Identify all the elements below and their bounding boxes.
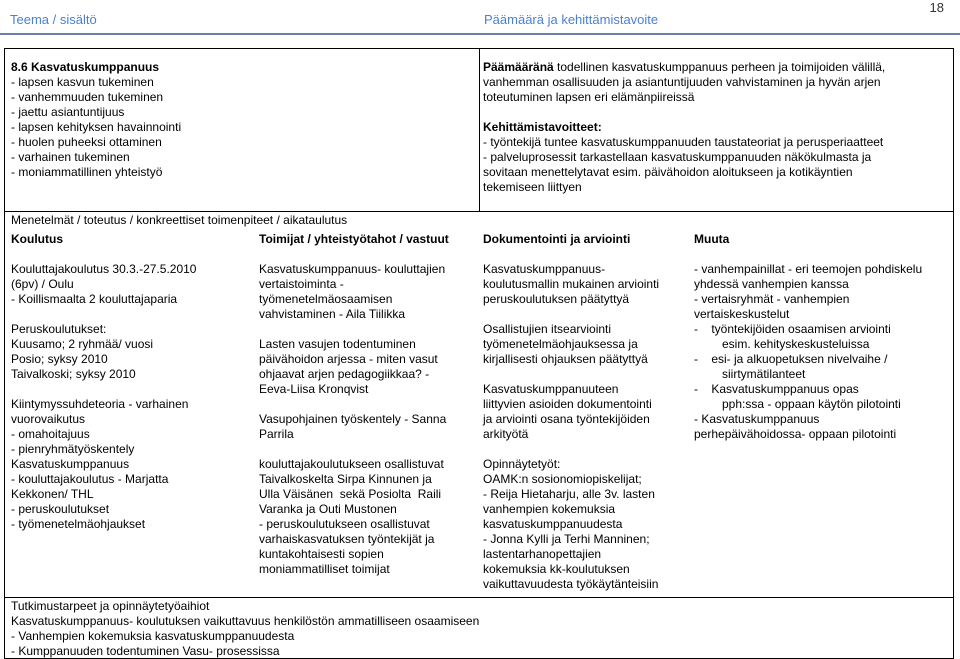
actors-line: Lasten vasujen todentuminen xyxy=(259,337,416,351)
research-title: Tutkimustarpeet ja opinnäytetyöaihiot xyxy=(11,599,210,613)
documentation-line: kirjallisesti ohjauksen päätyttyä xyxy=(483,352,648,366)
documentation-line: vanhempien kokemuksia xyxy=(483,502,616,516)
other-line: perhepäivähoidossa- oppaan pilotointi xyxy=(694,427,897,441)
training-line: - peruskoulutukset xyxy=(11,502,110,516)
goal-text: toteutuminen lapsen eri elämänpiireissä xyxy=(483,90,695,104)
theme-item: - moniammatillinen yhteistyö xyxy=(11,165,163,179)
documentation-line: Osallistujien itsearviointi xyxy=(483,322,612,336)
training-line: - pienryhmätyöskentely xyxy=(11,442,135,456)
theme-item: - lapsen kasvun tukeminen xyxy=(11,75,154,89)
actors-line: Vasupohjainen työskentely - Sanna xyxy=(259,412,447,426)
other-line: esim. kehityskeskusteluissa xyxy=(722,337,870,351)
documentation-column xyxy=(483,262,693,592)
top-navigation-bar xyxy=(0,0,960,36)
other-line: - esi- ja alkuopetuksen nivelvaihe / xyxy=(694,352,888,366)
training-line: - työmenetelmäohjaukset xyxy=(11,517,146,531)
training-line: Kuusamo; 2 ryhmää/ vuosi xyxy=(11,337,154,351)
training-line: Taivalkoski; syksy 2010 xyxy=(11,367,136,381)
dev-goals-label: Kehittämistavoitteet: xyxy=(483,120,602,134)
documentation-line: työmenetelmäohjauksessa ja xyxy=(483,337,638,351)
other-line: - Kasvatuskumppanuus xyxy=(694,412,820,426)
col-header-training: Koulutus xyxy=(11,232,63,246)
training-line: - kouluttajakoulutus - Marjatta xyxy=(11,472,169,486)
training-line: - omahoitajuus xyxy=(11,427,90,441)
theme-item: - jaettu asiantuntijuus xyxy=(11,105,125,119)
goal-text: vanhemman osallisuuden ja asiantuntijuuden vahvistaminen ja hyvän arjen xyxy=(483,75,881,89)
goal-text: todellinen kasvatuskumppanuus perheen ja toimijoiden välillä, xyxy=(553,60,886,74)
divider-top-vertical xyxy=(479,49,480,211)
training-line: Kiintymyssuhdeteoria - varhainen xyxy=(11,397,189,411)
actors-line: ohjaavat arjen pedagogiikkaa? - xyxy=(259,367,430,381)
actors-line: moniammatilliset toimijat xyxy=(259,562,390,576)
documentation-line: koulutusmallin mukainen arviointi xyxy=(483,277,660,291)
actors-line: Taivalkoskelta Sirpa Kinnunen ja xyxy=(259,472,432,486)
training-line: Kasvatuskumppanuus xyxy=(11,457,130,471)
research-item: - Vanhempien kokemuksia kasvatuskumppanuudesta xyxy=(11,629,295,643)
training-line: (6pv) / Oulu xyxy=(11,277,74,291)
theme-cell xyxy=(11,60,471,180)
actors-line: Parrila xyxy=(259,427,294,441)
documentation-line: Kasvatuskumppanuus- xyxy=(483,262,606,276)
research-item: - Kumppanuuden todentuminen Vasu- prosessissa xyxy=(11,644,280,658)
divider-top-horizontal xyxy=(5,211,953,212)
documentation-line: Kasvatuskumppanuuteen xyxy=(483,382,619,396)
other-line: yhdessä vanhempien kanssa xyxy=(694,277,849,291)
dev-goal-item: - palveluprosessit tarkastellaan kasvatuskumppanuuden näkökulmasta ja xyxy=(483,150,872,164)
actors-line: Varanka ja Outi Mustonen xyxy=(259,502,397,516)
col-header-documentation: Dokumentointi ja arviointi xyxy=(483,232,631,246)
col-header-actors: Toimijat / yhteistyötahot / vastuut xyxy=(259,232,449,246)
training-line: - Koillismaalta 2 kouluttajaparia xyxy=(11,292,178,306)
documentation-line: kasvatuskumppanuudesta xyxy=(483,517,623,531)
plan-table xyxy=(4,48,954,659)
research-cell xyxy=(11,599,947,659)
theme-item: - vanhemmuuden tukeminen xyxy=(11,90,164,104)
training-line: Kouluttajakoulutus 30.3.-27.5.2010 xyxy=(11,262,197,276)
other-line: siirtymätilanteet xyxy=(722,367,806,381)
actors-line: kouluttajakoulutukseen osallistuvat xyxy=(259,457,444,471)
page-number: 18 xyxy=(929,0,944,15)
nav-link-theme-content[interactable]: Teema / sisältö xyxy=(10,12,97,27)
actors-line: työmenetelmäosaamisen xyxy=(259,292,393,306)
documentation-line: ja arviointi osana työntekijöiden xyxy=(483,412,650,426)
documentation-line: Opinnäytetyöt: xyxy=(483,457,561,471)
theme-item: - varhainen tukeminen xyxy=(11,150,130,164)
documentation-line: arkityötä xyxy=(483,427,529,441)
training-column xyxy=(11,262,255,532)
actors-column xyxy=(259,262,481,577)
actors-line: varhaiskasvatuksen työntekijät ja xyxy=(259,532,435,546)
research-item: Kasvatuskumppanuus- koulutuksen vaikuttavuus henkilöstön ammatilliseen osaamiseen xyxy=(11,614,480,628)
other-line: vertaiskeskustelut xyxy=(694,307,790,321)
theme-item: - huolen puheeksi ottaminen xyxy=(11,135,162,149)
actors-line: päivähoidon arjessa - miten vasut xyxy=(259,352,438,366)
actors-line: vertaistoiminta - xyxy=(259,277,344,291)
documentation-line: kokemuksia kk-koulutuksen xyxy=(483,562,630,576)
other-line: - työntekijöiden osaamisen arviointi xyxy=(694,322,891,336)
nav-link-goal[interactable]: Päämäärä ja kehittämistavoite xyxy=(484,12,659,27)
actors-line: Kasvatuskumppanuus- kouluttajien xyxy=(259,262,446,276)
other-column xyxy=(694,262,952,442)
documentation-line: vaikuttavuudesta työkäytänteisiin xyxy=(483,577,659,591)
actors-line: Ulla Väisänen sekä Posiolta Raili xyxy=(259,487,442,501)
theme-title: 8.6 Kasvatuskumppanuus xyxy=(11,60,160,74)
documentation-line: - Jonna Kylli ja Terhi Manninen; xyxy=(483,532,650,546)
documentation-line: peruskoulutuksen päätyttyä xyxy=(483,292,630,306)
theme-item: - lapsen kehityksen havainnointi xyxy=(11,120,182,134)
other-line: - vanhempainillat - eri teemojen pohdiskelu xyxy=(694,262,923,276)
actors-line: - peruskoulutukseen osallistuvat xyxy=(259,517,430,531)
training-line: vuorovaikutus xyxy=(11,412,86,426)
actors-line: kuntakohtaisesti sopien xyxy=(259,547,384,561)
documentation-line: liittyvien asioiden dokumentointi xyxy=(483,397,652,411)
divider-bottom-horizontal xyxy=(5,597,953,598)
methods-title: Menetelmät / toteutus / konkreettiset toimenpiteet / aikataulutus xyxy=(11,213,348,227)
training-line: Kekkonen/ THL xyxy=(11,487,94,501)
documentation-line: - Reija Hietaharju, alle 3v. lasten xyxy=(483,487,655,501)
other-line: - vertaisryhmät - vanhempien xyxy=(694,292,850,306)
training-line: Peruskoulutukset: xyxy=(11,322,107,336)
documentation-line: lastentarhanopettajien xyxy=(483,547,602,561)
documentation-line: OAMK:n sosionomiopiskelijat; xyxy=(483,472,642,486)
col-header-other: Muuta xyxy=(694,232,730,246)
header-divider xyxy=(0,33,960,35)
other-line: - Kasvatuskumppanuus opas xyxy=(694,382,859,396)
dev-goal-item: tekemiseen liittyen xyxy=(483,180,582,194)
training-line: Posio; syksy 2010 xyxy=(11,352,108,366)
goal-cell xyxy=(483,60,949,195)
dev-goal-item: sovitaan menettelytavat esim. päivähoidon aloitukseen ja kotikäyntien xyxy=(483,165,853,179)
other-line: pph:ssa - oppaan käytön pilotointi xyxy=(722,397,901,411)
actors-line: vahvistaminen - Aila Tiilikka xyxy=(259,307,406,321)
actors-line: Eeva-Liisa Kronqvist xyxy=(259,382,369,396)
goal-label: Päämääränä xyxy=(483,60,554,74)
dev-goal-item: - työntekijä tuntee kasvatuskumppanuuden taustateoriat ja perusperiaatteet xyxy=(483,135,884,149)
